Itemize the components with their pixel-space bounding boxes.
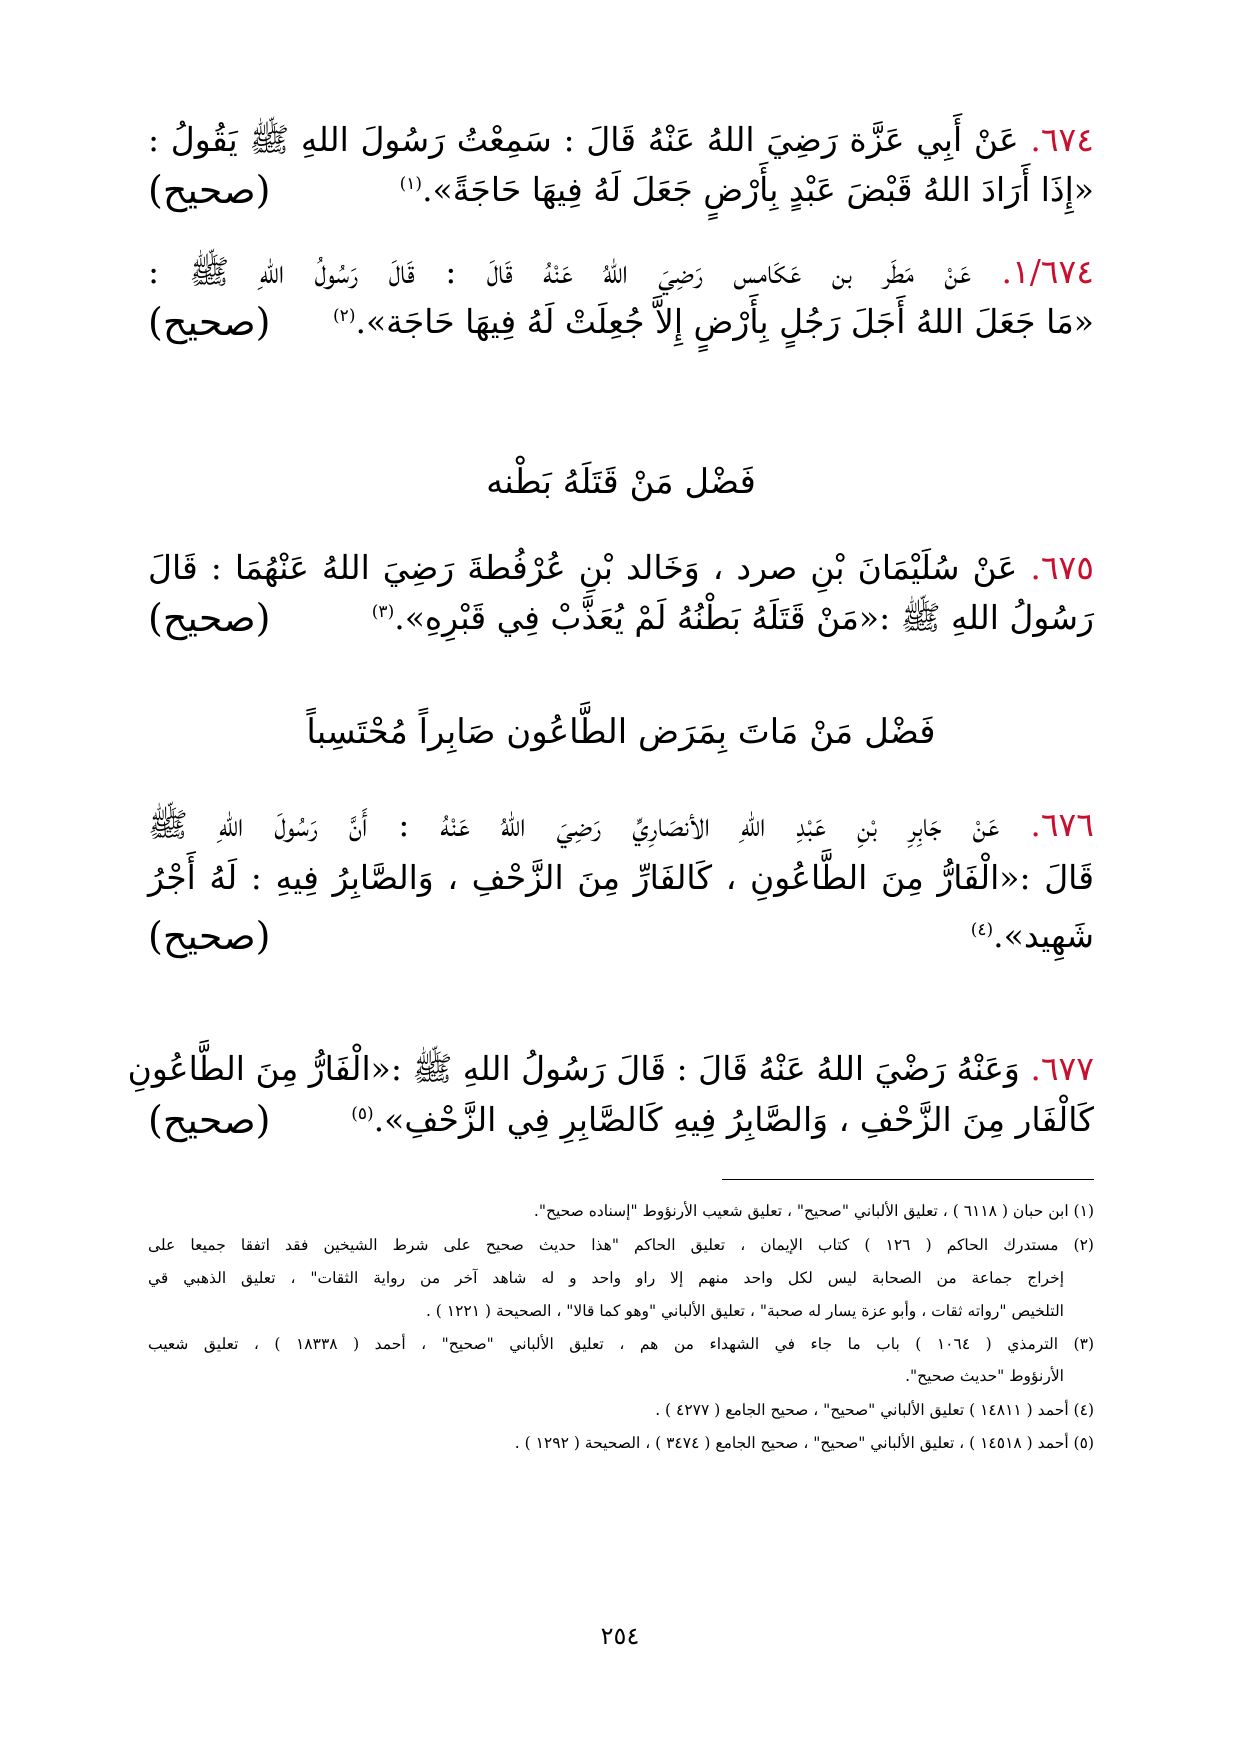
footnote-ref: (٢) — [333, 306, 356, 326]
footnote-2: (٢) مستدرك الحاكم ( ١٢٦ ) كتاب الإيمان ، تعليق الحاكم "هذا حديث صحيح على شرط الشيخين فقد اتفقا جميعا على — [148, 1236, 1094, 1254]
section-heading: فَضْل مَنْ مَاتَ بِمَرَض الطَّاعُون صَابِراً مُحْتَسِباً — [306, 712, 936, 752]
footnote-5: (٥) أحمد ( ١٤٥١٨ ) ، تعليق الألباني "صحيح" ، صحيح الجامع ( ٣٤٧٤ ) ، الصحيحة ( ١٢٩٢ ) . — [514, 1434, 1094, 1452]
footnote-4: (٤) أحمد ( ١٤٨١١ ) تعليق الألباني "صحيح" ، صحيح الجامع ( ٤٢٧٧ ) . — [655, 1401, 1094, 1419]
footnote-1: (١) ابن حبان ( ٦١١٨ ) ، تعليق الألباني "صحيح" ، تعليق شعيب الأرنؤوط "إسناده صحيح". — [533, 1202, 1094, 1220]
grade-label: (صحيح) — [148, 1098, 271, 1142]
grade-label: (صحيح) — [148, 596, 271, 640]
hadith-text-line: ١/٦٧٤. عَنْ مَطَر بن عَكَامس رَضِيَ اللهُ عَنْهُ قَالَ : قَالَ رَسُولُ اللهِ ﷺ : — [148, 252, 1094, 291]
hadith-text-line: «إِذَا أَرَادَ اللهُ قَبْضَ عَبْدٍ بِأَرْضٍ جَعَلَ لَهُ فِيهَا حَاجَةً».$^{(١)}$ — [399, 170, 1094, 209]
hadith-text-line: قَالَ :«الْفَارُّ مِنَ الطَّاعُونِ ، كَالفَارِّ مِنَ الزَّحْفِ ، وَالصَّابِرُ فِيهِ : لَهُ أَجْرُ — [148, 858, 1094, 897]
grade-label: (صحيح) — [148, 300, 271, 344]
footnote-3: (٣) الترمذي ( ١٠٦٤ ) باب ما جاء في الشهداء من هم ، تعليق الألباني "صحيح" ، أحمد ( ١٨٣٣٨ ) ، تعليق شعيب — [148, 1335, 1094, 1353]
hadith-number: ٦٧٧. — [1030, 1049, 1094, 1088]
hadith-text-line: رَسُولُ اللهِ ﷺ :«مَنْ قَتَلَهُ بَطْنُهُ لَمْ يُعَذَّبْ فِي قَبْرِهِ».$^{(٣)}$ — [371, 598, 1094, 637]
hadith-number: ٦٧٦. — [1030, 805, 1094, 844]
hadith-text-line: كَالْفَار مِنَ الزَّحْفِ ، وَالصَّابِرُ فِيهِ كَالصَّابِرِ فِي الزَّحْفِ».$^{(٥)}$ — [351, 1100, 1094, 1139]
footnote-2-line-2: إخراج جماعة من الصحابة ليس لكل واحد منهم إلا راو واحد و له شاهد آخر من رواية الثقات" ، تعليق الذهبي قي — [148, 1269, 1064, 1287]
footnote-3-line-2: الأرنؤوط "حديث صحيح". — [905, 1367, 1064, 1385]
hadith-text-line: ٦٧٤. عَنْ أَبِي عَزَّة رَضِيَ اللهُ عَنْهُ قَالَ : سَمِعْتُ رَسُولَ اللهِ ﷺ يَقُولُ : — [148, 120, 1094, 159]
grade-label: (صحيح) — [148, 168, 271, 212]
hadith-number: ١/٦٧٤. — [1001, 252, 1094, 291]
footnote-ref: (٥) — [351, 1104, 374, 1124]
page-number: ٢٥٤ — [600, 1622, 640, 1650]
section-heading: فَضْل مَنْ قَتَلَهُ بَطْنه — [486, 462, 756, 502]
hadith-number: ٦٧٤. — [1030, 120, 1094, 159]
footnote-separator — [722, 1179, 1094, 1180]
hadith-text-line: «مَا جَعَلَ اللهُ أَجَلَ رَجُلٍ بِأَرْضٍ إِلاَّ جُعِلَتْ لَهُ فِيهَا حَاجَة».$^{(٢)}$ — [333, 302, 1094, 341]
hadith-number: ٦٧٥. — [1030, 548, 1094, 587]
footnote-ref: (٤) — [970, 920, 994, 940]
footnote-2-line-3: التلخيص "رواته ثقات ، وأبو عزة يسار له صحبة" ، تعليق الألباني "وهو كما قالا" ، الصحيحة ( ١٢٢١ ) . — [425, 1302, 1064, 1320]
hadith-text-line: ٦٧٥. عَنْ سُلَيْمَانَ بْنِ صرد ، وَخَالد بْنِ عُرْفُطةَ رَضِيَ اللهُ عَنْهُمَا : قَالَ — [148, 548, 1094, 587]
footnote-ref: (١) — [399, 174, 423, 194]
hadith-text-line: ٦٧٦. عَنْ جَابِرِ بْنِ عَبْدِ اللهِ الأنصَارِيِّ رَضِيَ اللهُ عَنْهُ : أَنَّ رَسُولَ اللهِ ﷺ — [148, 805, 1094, 844]
hadith-text-line: ٦٧٧. وَعَنْهُ رَضْيَ اللهُ عَنْهُ قَالَ : قَالَ رَسُولُ اللهِ ﷺ :«الْفَارُّ مِنَ الطَّاعُونِ — [127, 1049, 1094, 1088]
footnote-ref: (٣) — [371, 602, 395, 622]
hadith-text-line: شَهِيد».$^{(٤)}$ — [970, 916, 1094, 955]
grade-label: (صحيح) — [148, 914, 271, 958]
